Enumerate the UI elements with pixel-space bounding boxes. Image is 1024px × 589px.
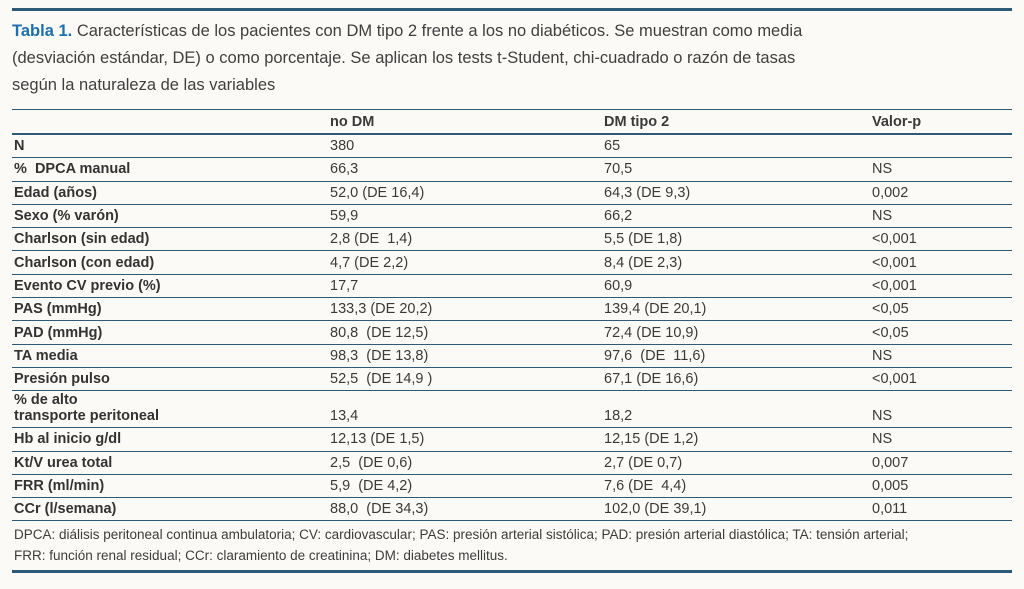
value-no-dm: 5,9 (DE 4,2)	[330, 478, 413, 494]
value-dm-tipo-2: 64,3 (DE 9,3)	[604, 184, 691, 201]
value-p: NS	[872, 408, 893, 425]
value-dm-tipo-2: 67,1 (DE 16,6)	[604, 371, 699, 388]
row-label: Presión pulso	[14, 371, 110, 388]
table-row	[12, 452, 1012, 475]
footnote-line-2: FRR: función renal residual; CCr: claramiento de creatinina; DM: diabetes mellitus.	[14, 548, 508, 564]
row-label-line-2: transporte peritoneal	[14, 408, 160, 425]
row-label: N	[14, 138, 25, 155]
header-no-dm: no DM	[330, 113, 375, 130]
row-label: TA media	[14, 347, 78, 364]
value-p: <0,001	[872, 231, 917, 248]
row-label: CCr (l/semana)	[14, 501, 117, 518]
value-no-dm: 66,3	[330, 161, 359, 178]
table-row	[12, 298, 1012, 321]
value-no-dm: 13,4	[330, 408, 359, 425]
value-dm-tipo-2: 70,5	[604, 161, 633, 178]
value-p	[872, 145, 1012, 147]
caption-line-2: (desviación estándar, DE) o como porcentaje. Se aplican los tests t-Student, chi-cuadrado o razón de tasas	[12, 49, 796, 67]
value-no-dm: 17,7	[330, 277, 359, 294]
value-p: 0,002	[872, 184, 909, 201]
table-row	[12, 275, 1012, 298]
table-row	[12, 498, 1012, 521]
table-row	[12, 321, 1012, 344]
data-table	[12, 109, 1012, 521]
row-label: PAS (mmHg)	[14, 301, 102, 318]
value-dm-tipo-2: 139,4 (DE 20,1)	[604, 301, 707, 318]
value-p: <0,001	[872, 277, 917, 294]
row-label: Charlson (con edad)	[14, 254, 155, 271]
value-p: <0,001	[872, 371, 917, 388]
value-no-dm: 12,13 (DE 1,5)	[330, 431, 425, 448]
top-rule	[12, 8, 1012, 11]
value-p: <0,05	[872, 324, 909, 341]
table-row	[12, 205, 1012, 228]
bottom-rule	[12, 570, 1012, 573]
table-row	[12, 135, 1012, 158]
value-no-dm: 52,0 (DE 16,4)	[330, 184, 425, 201]
caption-line-3: según la naturaleza de las variables	[12, 76, 276, 94]
caption-text-1: Características de los pacientes con DM tipo 2 frente a los no diabéticos. Se muestran como media	[76, 22, 803, 40]
row-label: Kt/V urea total	[14, 454, 113, 471]
table-row	[12, 251, 1012, 274]
value-no-dm: 80,8 (DE 12,5)	[330, 324, 429, 341]
value-no-dm: 380	[330, 138, 355, 155]
row-label: % de alto transporte peritoneal	[12, 391, 330, 425]
row-label: Charlson (sin edad)	[14, 231, 150, 248]
value-p: 0,011	[872, 501, 908, 518]
footnote-line-1: DPCA: diálisis peritoneal continua ambulatoria; CV: cardiovascular; PAS: presión arterial sistólica; PAD: presión arterial diastólica; TA: tensión arterial;	[14, 527, 909, 543]
table-footnote	[12, 524, 1012, 566]
value-no-dm: 4,7 (DE 2,2)	[330, 254, 409, 271]
value-dm-tipo-2: 97,6 (DE 11,6)	[604, 347, 706, 364]
value-p: NS	[872, 347, 893, 364]
value-dm-tipo-2: 5,5 (DE 1,8)	[604, 231, 683, 248]
row-label: % DPCA manual	[14, 161, 131, 178]
value-dm-tipo-2: 72,4 (DE 10,9)	[604, 324, 699, 341]
caption-line-1	[12, 18, 1012, 45]
value-p: <0,05	[872, 301, 909, 318]
value-no-dm: 52,5 (DE 14,9 )	[330, 371, 433, 388]
value-no-dm: 2,8 (DE 1,4)	[330, 231, 413, 248]
table-caption	[12, 18, 1012, 99]
row-label: Evento CV previo (%)	[14, 277, 161, 294]
row-label: FRR (ml/min)	[14, 478, 105, 494]
value-p: NS	[872, 208, 893, 225]
value-p: <0,001	[872, 254, 917, 271]
value-dm-tipo-2: 7,6 (DE 4,4)	[604, 478, 687, 494]
table-row	[12, 228, 1012, 251]
value-p: NS	[872, 431, 893, 448]
value-dm-tipo-2: 102,0 (DE 39,1)	[604, 501, 707, 518]
value-no-dm: 2,5 (DE 0,6)	[330, 454, 413, 471]
row-label: Edad (años)	[14, 184, 97, 201]
value-no-dm: 59,9	[330, 208, 359, 225]
row-label: PAD (mmHg)	[14, 324, 103, 341]
table-header-row	[12, 109, 1012, 135]
table-body	[12, 135, 1012, 521]
value-no-dm: 98,3 (DE 13,8)	[330, 347, 429, 364]
row-label: Hb al inicio g/dl	[14, 431, 122, 448]
value-p: 0,005	[872, 478, 909, 494]
table-row	[12, 391, 1012, 428]
value-no-dm: 88,0 (DE 34,3)	[330, 501, 429, 518]
value-dm-tipo-2: 8,4 (DE 2,3)	[604, 254, 683, 271]
value-dm-tipo-2: 66,2	[604, 208, 633, 225]
table-row	[12, 158, 1012, 181]
value-p: 0,007	[872, 454, 909, 471]
value-dm-tipo-2: 60,9	[604, 277, 633, 294]
table-row	[12, 345, 1012, 368]
value-dm-tipo-2: 2,7 (DE 0,7)	[604, 454, 683, 471]
value-dm-tipo-2: 12,15 (DE 1,2)	[604, 431, 699, 448]
table-row	[12, 368, 1012, 391]
table-row	[12, 182, 1012, 205]
value-p: NS	[872, 161, 893, 178]
value-dm-tipo-2: 65	[604, 138, 621, 155]
header-empty-cell	[12, 121, 330, 123]
header-valor-p: Valor-p	[872, 113, 922, 130]
table-row	[12, 475, 1012, 498]
header-dm-tipo-2: DM tipo 2	[604, 113, 670, 130]
row-label: Sexo (% varón)	[14, 208, 119, 225]
value-no-dm: 133,3 (DE 20,2)	[330, 301, 433, 318]
value-dm-tipo-2: 18,2	[604, 408, 633, 425]
caption-table-number: Tabla 1.	[12, 22, 73, 40]
table-row	[12, 428, 1012, 451]
